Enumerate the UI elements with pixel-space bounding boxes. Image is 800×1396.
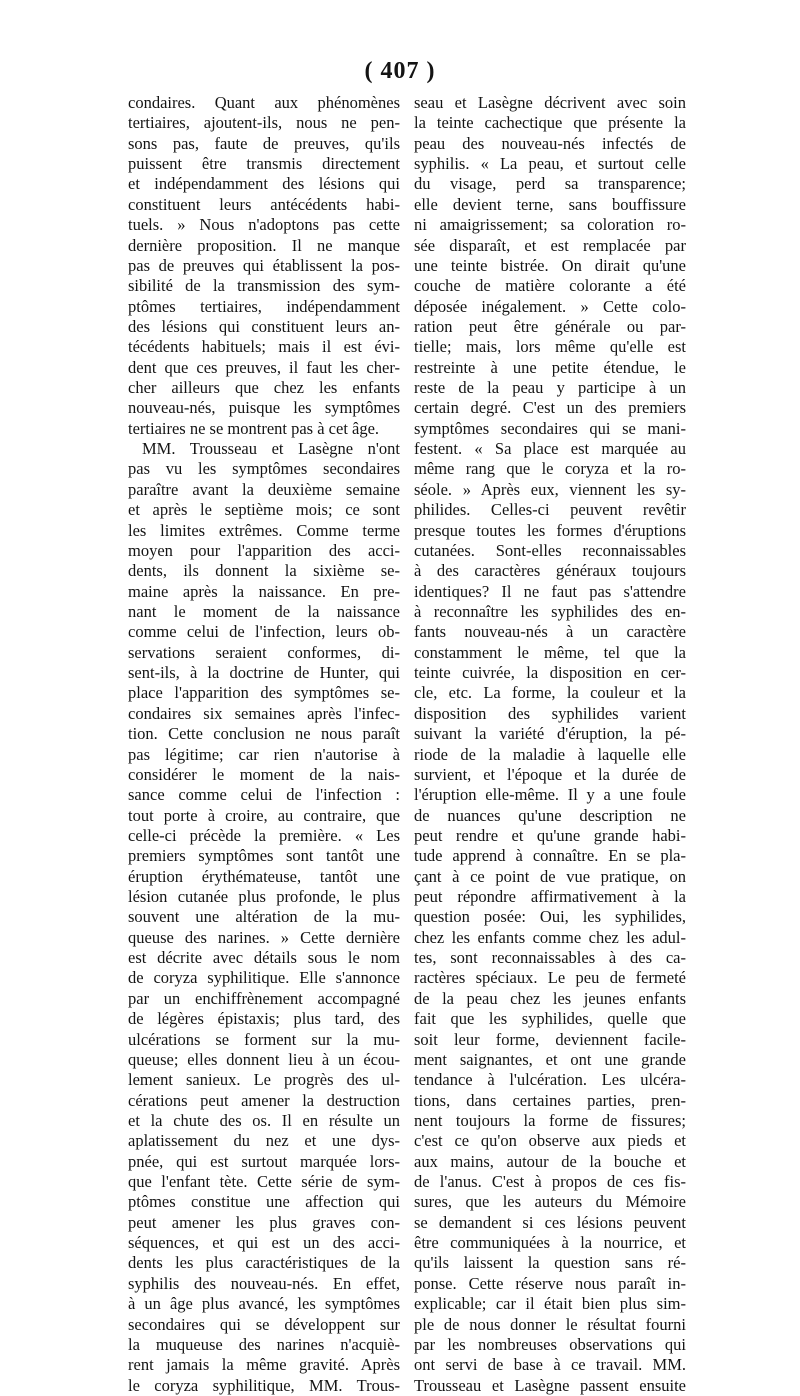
text-column-left [128, 93, 400, 1396]
text-line: tude apprend à connaître. En se pla- [414, 846, 686, 866]
text-line: des lésions qui constituent leurs an- [128, 316, 400, 336]
text-line: de la peau chez les jeunes enfants [414, 988, 686, 1008]
text-line: ractères spéciaux. Le peu de fermeté [414, 968, 686, 988]
text-line: à des caractères généraux toujours [414, 561, 686, 581]
text-line: sons pas, faute de preuves, qu'ils [128, 133, 400, 153]
text-line: ment saignantes, et ont une grande [414, 1049, 686, 1069]
text-line: cle, etc. La forme, la couleur et la [414, 683, 686, 703]
text-line: técédents habituels; mais il est évi- [128, 337, 400, 357]
text-line: lement sanieux. Le progrès des ul- [128, 1070, 400, 1090]
text-line: suivant la variété d'éruption, la pé- [414, 724, 686, 744]
text-line: les limites extrêmes. Comme terme [128, 520, 400, 540]
text-line: tendance à l'ulcération. Les ulcéra- [414, 1070, 686, 1090]
text-line: ulcérations se forment sur la mu- [128, 1029, 400, 1049]
text-line: paraître avant la deuxième semaine [128, 479, 400, 499]
text-line: peut rendre et qu'une grande habi- [414, 825, 686, 845]
text-line: celle-ci précède la première. « Les [128, 825, 400, 845]
text-line: ration peut être générale ou par- [414, 316, 686, 336]
text-line: seau et Lasègne décrivent avec soin [414, 93, 686, 112]
text-line: moyen pour l'apparition des acci- [128, 540, 400, 560]
text-line: disposition des syphilides varient [414, 703, 686, 723]
text-line: puissent être transmis directement [128, 154, 400, 174]
text-line: question posée: Oui, les syphilides, [414, 907, 686, 927]
text-line: éruption érythémateuse, tantôt une [128, 866, 400, 886]
text-line: syphilis des nouveau-nés. En effet, [128, 1273, 400, 1293]
text-line: nant le moment de la naissance [128, 601, 400, 621]
text-line: tout porte à croire, au contraire, que [128, 805, 400, 825]
text-line: pas de preuves qui établissent la pos- [128, 255, 400, 275]
text-line: sibilité de la transmission des sym- [128, 276, 400, 296]
text-line: se demandent si ces lésions peuvent [414, 1212, 686, 1232]
text-line: sures, que les auteurs du Mémoire [414, 1192, 686, 1212]
text-line: soit leur forme, deviennent facile- [414, 1029, 686, 1049]
text-line: séquences, et qui est un des acci- [128, 1233, 400, 1253]
text-line: pas vu les symptômes secondaires [128, 459, 400, 479]
text-line: souvent une altération de la mu- [128, 907, 400, 927]
text-line: constituent leurs antécédents habi- [128, 194, 400, 214]
text-line: une teinte bistrée. On dirait qu'une [414, 255, 686, 275]
text-line: de légères épistaxis; plus tard, des [128, 1009, 400, 1029]
text-line: cher ailleurs que chez les enfants [128, 378, 400, 398]
text-line: lésion cutanée plus profonde, le plus [128, 887, 400, 907]
text-line: à un âge plus avancé, les symptômes [128, 1294, 400, 1314]
text-line: et après le septième mois; ce sont [128, 500, 400, 520]
text-line: çant à ce point de vue pratique, on [414, 866, 686, 886]
page-number: ( 407 ) [364, 58, 436, 84]
text-line: le coryza syphilitique, MM. Trous- [128, 1375, 400, 1395]
text-line: secondaires qui se développent sur [128, 1314, 400, 1334]
text-column-right [414, 93, 686, 1396]
text-line: c'est ce qu'on observe aux pieds et [414, 1131, 686, 1151]
text-line: explicable; car il était bien plus sim- [414, 1294, 686, 1314]
text-line: syphilis. « La peau, et surtout celle [414, 154, 686, 174]
text-line: rent jamais la même gravité. Après [128, 1355, 400, 1375]
text-line: tion. Cette conclusion ne nous paraît [128, 724, 400, 744]
text-line: cutanées. Sont-elles reconnaissables [414, 540, 686, 560]
text-line: comme celui de l'infection, leurs ob- [128, 622, 400, 642]
text-line: dernière proposition. Il ne manque [128, 235, 400, 255]
text-line: tions, dans certaines parties, pren- [414, 1090, 686, 1110]
text-line: ptômes constitue une affection qui [128, 1192, 400, 1212]
text-line: riode de la maladie à laquelle elle [414, 744, 686, 764]
text-line: déposée inégalement. » Cette colo- [414, 296, 686, 316]
text-line: premiers symptômes sont tantôt une [128, 846, 400, 866]
text-line: chez les enfants comme chez les adul- [414, 927, 686, 947]
text-line: ont servi de base à ce travail. MM. [414, 1355, 686, 1375]
text-line: sance comme celui de l'infection : [128, 785, 400, 805]
text-line: et la chute des os. Il en résulte un [128, 1110, 400, 1130]
text-line: même rang que le coryza et la ro- [414, 459, 686, 479]
text-line: queuse des narines. » Cette dernière [128, 927, 400, 947]
text-line: de coryza syphilitique. Elle s'annonce [128, 968, 400, 988]
text-line: par un enchiffrènement accompagné [128, 988, 400, 1008]
text-line: symptômes secondaires qui se mani- [414, 418, 686, 438]
text-line: certain degré. C'est un des premiers [414, 398, 686, 418]
text-line: dent que ces preuves, il faut les cher- [128, 357, 400, 377]
text-line: survient, et l'époque et la durée de [414, 764, 686, 784]
text-line: dents les plus caractéristiques de la [128, 1253, 400, 1273]
text-line: sent-ils, à la doctrine de Hunter, qui [128, 663, 400, 683]
text-line: pnée, qui est surtout marquée lors- [128, 1151, 400, 1171]
text-line: nent toujours la forme de fissures; [414, 1110, 686, 1130]
text-line: par les nombreuses observations qui [414, 1334, 686, 1354]
text-line: peut répondre affirmativement à la [414, 887, 686, 907]
text-line: tuels. » Nous n'adoptons pas cette [128, 215, 400, 235]
text-line: tielle; mais, lors même qu'elle est [414, 337, 686, 357]
text-line: philides. Celles-ci peuvent revêtir [414, 500, 686, 520]
text-line: séole. » Après eux, viennent les sy- [414, 479, 686, 499]
text-line: couche de matière colorante a été [414, 276, 686, 296]
text-line: tes, sont reconnaissables à des ca- [414, 948, 686, 968]
text-line: fait que les syphilides, quelle que [414, 1009, 686, 1029]
text-line: fants nouveau-nés à un caractère [414, 622, 686, 642]
text-line: l'éruption elle-même. Il y a une foule [414, 785, 686, 805]
text-line: du visage, perd sa transparence; [414, 174, 686, 194]
text-line: de nuances qu'une description ne [414, 805, 686, 825]
text-line: être communiquées à la nourrice, et [414, 1233, 686, 1253]
text-line: presque toutes les formes d'éruptions [414, 520, 686, 540]
text-line: ni amaigrissement; sa coloration ro- [414, 215, 686, 235]
text-line: tertiaires, ajoutent-ils, nous ne pen- [128, 113, 400, 133]
text-line: aplatissement du nez et une dys- [128, 1131, 400, 1151]
text-line: Trousseau et Lasègne passent ensuite [414, 1375, 686, 1395]
text-line: elle devient terne, sans bouffissure [414, 194, 686, 214]
text-line: MM. Trousseau et Lasègne n'ont [142, 439, 400, 459]
text-line: la muqueuse des narines n'acquiè- [128, 1334, 400, 1354]
text-line: dents, ils donnent la sixième se- [128, 561, 400, 581]
text-line: peau des nouveau-nés infectés de [414, 133, 686, 153]
text-line: cérations peut amener la destruction [128, 1090, 400, 1110]
text-line: pas légitime; car rien n'autorise à [128, 744, 400, 764]
text-line: de l'anus. C'est à propos de ces fis- [414, 1172, 686, 1192]
text-line: nouveau-nés, puisque les symptômes [128, 398, 400, 418]
text-line: constamment le même, tel que la [414, 642, 686, 662]
text-line: considérer le moment de la nais- [128, 764, 400, 784]
text-line: ptômes tertiaires, indépendamment [128, 296, 400, 316]
text-line: est décrite avec détails sous le nom [128, 948, 400, 968]
text-line: identiques? Il ne faut pas s'attendre [414, 581, 686, 601]
text-line: condaires six semaines après l'infec- [128, 703, 400, 723]
text-line: peut amener les plus graves con- [128, 1212, 400, 1232]
text-line: restreinte à une petite étendue, le [414, 357, 686, 377]
text-line: que l'enfant tète. Cette série de sym- [128, 1172, 400, 1192]
text-line: servations seraient conformes, di- [128, 642, 400, 662]
text-line: maine après la naissance. En pre- [128, 581, 400, 601]
text-line: reste de la peau y participe à un [414, 378, 686, 398]
text-line: à reconnaître les syphilides des en- [414, 601, 686, 621]
text-line: ple de nous donner le résultat fourni [414, 1314, 686, 1334]
text-line: ponse. Cette réserve nous paraît in- [414, 1273, 686, 1293]
text-line: teinte cuivrée, la disposition en cer- [414, 663, 686, 683]
text-line: festent. « Sa place est marquée au [414, 439, 686, 459]
text-line: tertiaires ne se montrent pas à cet âge. [128, 418, 380, 438]
text-line: aux mains, autour de la bouche et [414, 1151, 686, 1171]
text-line: place l'apparition des symptômes se- [128, 683, 400, 703]
text-line: queuse; elles donnent lieu à un écou- [128, 1049, 400, 1069]
text-line: la teinte cachectique que présente la [414, 113, 686, 133]
text-line: qu'ils laissent la question sans ré- [414, 1253, 686, 1273]
text-line: sée disparaît, et est remplacée par [414, 235, 686, 255]
text-line: et indépendamment des lésions qui [128, 174, 400, 194]
text-line: condaires. Quant aux phénomènes [128, 93, 400, 112]
